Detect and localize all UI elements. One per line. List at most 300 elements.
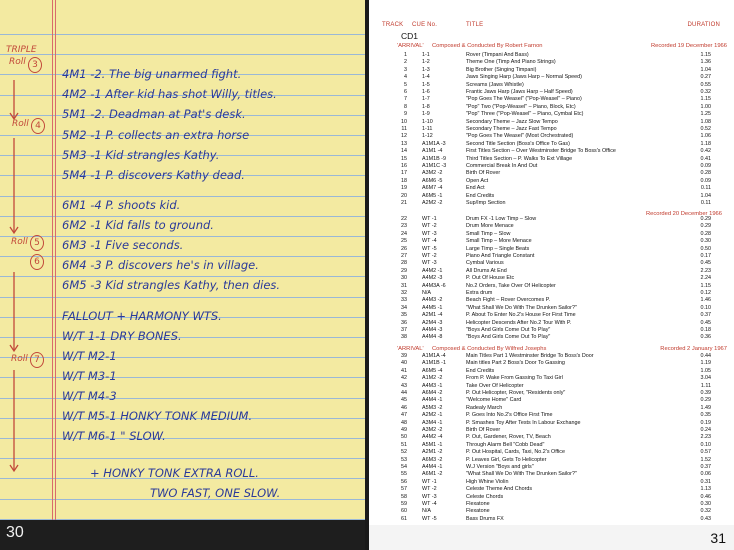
track-duration: 0.27 (700, 74, 711, 81)
cue-number: A6M5 -4 (422, 367, 443, 374)
cue-number: WT -2 (422, 486, 437, 493)
track-title: Celeste Chords (466, 493, 504, 500)
section-credit: Composed & Conducted By Wilfred Josephs (432, 346, 547, 352)
track-number: 47 (401, 412, 407, 419)
track-number: 12 (401, 133, 407, 140)
section-label: 'ARRIVAL' (397, 43, 424, 49)
track-duration: 0.35 (700, 412, 711, 419)
track-duration: 1.15 (700, 96, 711, 103)
cue-number: N/A (422, 290, 431, 296)
track-duration: 0.28 (700, 230, 711, 237)
track-row (369, 216, 734, 222)
cue-number: 1-4 (422, 74, 430, 81)
track-duration: 0.32 (700, 508, 711, 515)
track-title: Commercial Break In And Out (466, 163, 538, 169)
track-row (369, 479, 734, 485)
note-line: 5M3 -1 Kid strangles Kathy. (62, 148, 220, 162)
cue-number: A4M4 -1 (422, 397, 443, 404)
cue-number: A2M2 -1 (422, 412, 443, 419)
track-title: Cymbal Various (466, 260, 504, 267)
track-title: P. Out Of House Etc (466, 275, 515, 282)
track-duration: 0.44 (700, 353, 711, 359)
track-number: 41 (401, 367, 407, 374)
cue-number: A6M5 -1 (422, 192, 443, 199)
track-row (369, 360, 734, 366)
track-number: 51 (401, 441, 407, 448)
track-row (369, 516, 734, 522)
track-number: 3 (404, 66, 407, 73)
track-row (369, 74, 734, 80)
track-duration: 0.28 (700, 170, 711, 177)
track-duration: 0.37 (700, 464, 711, 470)
track-title: P. Out, Gardener, Rover, TV, Beach (466, 434, 551, 441)
cue-number: 1-12 (422, 133, 433, 140)
cue-number: A2M2 -2 (422, 200, 443, 206)
track-number: 30 (401, 275, 407, 282)
track-row (369, 383, 734, 389)
cue-number: WT -2 (422, 223, 437, 230)
track-title: Theme One (Timp And Piano Strings) (466, 59, 556, 66)
cue-number: A4M4 -3 (422, 327, 443, 333)
cue-number: 1-6 (422, 89, 430, 95)
track-row (369, 163, 734, 169)
track-row (369, 290, 734, 296)
track-duration: 0.29 (700, 223, 711, 230)
track-row (369, 464, 734, 470)
track-row (369, 119, 734, 125)
reel3-number: 3 (28, 57, 42, 73)
left-page-footer (0, 520, 365, 550)
track-title: High Whine Violin (466, 478, 509, 485)
track-number: 31 (401, 282, 407, 289)
cue-number: A1M1B -9 (422, 155, 446, 162)
cue-number: A2M1 -4 (422, 312, 443, 319)
track-number: 53 (401, 456, 407, 463)
track-row (369, 193, 734, 199)
track-row (369, 89, 734, 95)
track-row (369, 246, 734, 252)
cue-number: A4M2 -1 (422, 267, 443, 274)
track-number: 11 (401, 126, 407, 132)
track-row (369, 434, 734, 440)
track-duration: 0.42 (700, 148, 711, 155)
track-row (369, 231, 734, 237)
track-title: P. Leaves Girl, Gets To Helicopter (466, 456, 547, 463)
track-title: Rover (Timpani And Bass) (466, 52, 529, 58)
cue-number: WT -2 (422, 253, 437, 259)
note-line: 5M1 -2. Deadman at Pat's desk. (62, 107, 246, 121)
cue-number: WT -5 (422, 245, 437, 252)
cue-number: A6M6 -5 (422, 177, 443, 184)
track-duration: 1.15 (700, 282, 711, 289)
track-title: Small Timp – More Menace (466, 238, 532, 245)
note-line: 6M4 -3 P. discovers he's in village. (62, 258, 259, 272)
cue-number: 1-5 (422, 81, 430, 88)
note-line: TWO FAST, ONE SLOW. (150, 486, 281, 500)
cue-number: A1M1B -1 (422, 360, 446, 367)
cue-number: 1-10 (422, 118, 433, 125)
track-duration: 0.43 (700, 515, 711, 522)
track-row (369, 449, 734, 455)
track-number: 35 (401, 312, 407, 319)
header-title: TITLE (466, 22, 484, 28)
track-title: Main titles Part 2 Boss's Door To Gassing (466, 360, 565, 367)
track-duration: 0.29 (700, 216, 711, 222)
track-title: W.J Version "Boys and girls" (466, 464, 534, 470)
track-duration: 0.57 (700, 449, 711, 456)
track-duration: 0.09 (700, 163, 711, 169)
track-row (369, 457, 734, 463)
track-title: "Pop Goes The Weasel" ("Pop-Weasel" – Piano) (466, 96, 582, 103)
track-number: 34 (401, 304, 407, 311)
track-title: "Boys And Girls Come Out To Play" (466, 334, 551, 341)
track-title: Take Over Of Helicopter (466, 382, 524, 389)
track-duration: 1.05 (700, 367, 711, 374)
cue-number: A6M7 -4 (422, 185, 443, 192)
page-number: 30 (6, 524, 24, 541)
track-number: 32 (401, 290, 407, 296)
track-number: 42 (401, 375, 407, 382)
track-row (369, 397, 734, 403)
reel7-number: 7 (30, 352, 44, 368)
track-title: Drum FX -1 Low Timp – Slow (466, 216, 537, 222)
track-row (369, 178, 734, 184)
track-duration: 0.50 (700, 245, 711, 252)
track-duration: 0.37 (700, 312, 711, 319)
track-duration: 0.18 (700, 327, 711, 333)
track-title: "Pop" Three ("Pop-Weasel" – Piano, Cymbal Etc) (466, 111, 584, 118)
cue-number: A4M4 -1 (422, 464, 443, 470)
track-number: 27 (401, 253, 407, 259)
track-row (369, 52, 734, 58)
track-duration: 1.13 (700, 486, 711, 493)
track-title: "What Shall We Do With The Drunken Sailor?" (466, 304, 577, 311)
track-duration: 1.08 (700, 118, 711, 125)
track-title: End Credits (466, 192, 495, 199)
cue-number: A3M4 -1 (422, 419, 443, 426)
track-row (369, 334, 734, 340)
track-duration: 1.04 (700, 66, 711, 73)
cue-number: A1M2 -2 (422, 375, 443, 382)
cue-number: A1M1A -3 (422, 140, 446, 147)
right-page-footer (369, 525, 734, 550)
cue-number: WT -5 (422, 515, 437, 522)
track-title: Bass Drums FX (466, 515, 504, 522)
track-duration: 1.52 (700, 456, 711, 463)
track-title: Secondary Theme – Jazz Slow Tempo (466, 118, 558, 125)
track-duration: 1.25 (700, 111, 711, 118)
track-title: Celeste Theme And Chords (466, 486, 533, 493)
cue-number: A3M2 -2 (422, 170, 443, 177)
track-duration: 0.30 (700, 238, 711, 245)
note-line: 6M2 -1 Kid falls to ground. (62, 218, 214, 232)
track-duration: 0.09 (700, 177, 711, 184)
track-row (369, 320, 734, 326)
track-number: 1 (404, 52, 407, 58)
cue-number: 1-7 (422, 96, 430, 103)
track-row (369, 185, 734, 191)
track-duration: 0.10 (700, 304, 711, 311)
cue-number: WT -4 (422, 238, 437, 245)
cue-number: A5M1 -1 (422, 441, 443, 448)
track-duration: 0.11 (700, 200, 711, 206)
note-line: W/T M3-1 (62, 369, 117, 383)
track-title: P. Goes Into No.2's Office First Time (466, 412, 553, 419)
track-number: 17 (401, 170, 407, 177)
track-row (369, 141, 734, 147)
track-row (369, 420, 734, 426)
note-line: 4M1 -2. The big unarmed fight. (62, 67, 242, 81)
cue-number: WT -4 (422, 501, 437, 507)
reel4-number: 4 (31, 118, 45, 134)
track-row (369, 412, 734, 418)
cue-number: A4M4 -8 (422, 334, 443, 341)
cue-number: A4M3A -6 (422, 282, 446, 289)
cue-number: A6M1 -2 (422, 471, 443, 478)
track-title: End Credits (466, 367, 495, 374)
track-row (369, 390, 734, 396)
track-title: "Pop" Two ("Pop-Weasel" – Piano, Block, Etc) (466, 103, 576, 110)
track-row (369, 126, 734, 132)
track-number: 19 (401, 185, 407, 192)
track-number: 21 (401, 200, 407, 206)
track-row (369, 223, 734, 229)
track-number: 16 (401, 163, 407, 169)
track-number: 49 (401, 427, 407, 433)
track-title: Frantic Jaws Harp (Jaws Harp – Half Speed) (466, 89, 573, 95)
track-number: 39 (401, 353, 407, 359)
track-number: 26 (401, 245, 407, 252)
track-number: 60 (401, 508, 407, 515)
cue-number: 1-8 (422, 103, 430, 110)
section-date: Recorded 2 January 1967 (660, 346, 727, 352)
track-number: 46 (401, 404, 407, 411)
cue-number: A6M3 -2 (422, 456, 443, 463)
track-duration: 1.04 (700, 192, 711, 199)
track-duration: 1.46 (700, 297, 711, 304)
note-line: W/T M5-1 HONKY TONK MEDIUM. (62, 409, 253, 423)
track-duration: 1.36 (700, 59, 711, 66)
track-row (369, 327, 734, 333)
track-title: All Drums At End (466, 267, 507, 274)
track-number: 37 (401, 327, 407, 333)
reel4-label: Roll (12, 119, 29, 129)
cue-number: A1M1 -4 (422, 148, 443, 155)
track-title: Birth Of Rover (466, 170, 501, 177)
reel5-number: 5 (30, 235, 44, 251)
track-title: No.2 Orders, Take Over Of Helicopter (466, 282, 556, 289)
track-title: Small Timp – Slow (466, 230, 511, 237)
section-date: Recorded 20 December 1966 (645, 211, 722, 217)
track-duration: 0.39 (700, 390, 711, 396)
track-title: "Boys And Girls Come Out To Play" (466, 327, 551, 333)
cue-number: A4M3 -1 (422, 382, 443, 389)
track-row (369, 501, 734, 507)
track-title: Birth Of Rover (466, 427, 501, 433)
track-number: 15 (401, 155, 407, 162)
track-row (369, 253, 734, 259)
track-number: 13 (401, 140, 407, 147)
track-title: Drum More Menace (466, 223, 514, 230)
track-title: Open Act (466, 177, 489, 184)
track-duration: 1.00 (700, 103, 711, 110)
track-number: 24 (401, 230, 407, 237)
cue-number: A2M1 -2 (422, 449, 443, 456)
cue-number: A4M2 -3 (422, 275, 443, 282)
track-row (369, 133, 734, 139)
track-number: 9 (404, 111, 407, 118)
track-row (369, 442, 734, 448)
note-line: 6M3 -1 Five seconds. (62, 238, 184, 252)
note-line: W/T M2-1 (62, 349, 117, 363)
cue-number: 1-3 (422, 66, 430, 73)
track-row (369, 353, 734, 359)
track-number: 57 (401, 486, 407, 493)
header-track: TRACK (382, 22, 404, 28)
track-row (369, 96, 734, 102)
track-title: Second Title Section (Boss's Office To Gas) (466, 140, 570, 147)
track-number: 54 (401, 464, 407, 470)
cue-number: A2M4 -3 (422, 319, 443, 326)
track-duration: 0.17 (700, 253, 711, 259)
track-row (369, 170, 734, 176)
track-number: 14 (401, 148, 407, 155)
track-row (369, 305, 734, 311)
track-title: End Act (466, 185, 485, 192)
track-title: Radealy March (466, 404, 503, 411)
track-row (369, 67, 734, 73)
track-duration: 0.36 (700, 334, 711, 341)
track-duration: 0.52 (700, 126, 711, 132)
track-duration: 0.19 (700, 419, 711, 426)
cue-number: 1-9 (422, 111, 430, 118)
track-number: 59 (401, 501, 407, 507)
track-number: 50 (401, 434, 407, 441)
track-title: From P. Wake From Gassing To Taxi Girl (466, 375, 563, 382)
track-duration: 0.12 (700, 290, 711, 296)
track-title: Jaws Singing Harp (Jaws Harp – Normal Speed) (466, 74, 582, 81)
cue-number: A4M3 -2 (422, 297, 443, 304)
track-number: 8 (404, 103, 407, 110)
reel3-note-top: TRIPLE (6, 45, 37, 55)
section-label: 'ARRIVAL' (397, 346, 424, 352)
track-number: 23 (401, 223, 407, 230)
track-number: 44 (401, 390, 407, 396)
note-line: W/T M4-3 (62, 389, 117, 403)
track-duration: 2.23 (700, 267, 711, 274)
cue-number: WT -3 (422, 260, 437, 267)
track-duration: 1.18 (700, 140, 711, 147)
track-duration: 0.06 (700, 471, 711, 478)
track-row (369, 375, 734, 381)
cd-label: CD1 (401, 31, 419, 41)
track-number: 40 (401, 360, 407, 367)
track-number: 10 (401, 118, 407, 125)
track-title: Sup/Imp Section (466, 200, 506, 206)
track-duration: 1.11 (700, 382, 711, 389)
track-row (369, 312, 734, 318)
track-duration: 1.06 (700, 133, 711, 140)
track-number: 6 (404, 89, 407, 95)
note-line: 5M2 -1 P. collects an extra horse (62, 128, 250, 142)
track-title: P. Smashes Toy After Tests In Labour Exchange (466, 419, 581, 426)
track-row (369, 297, 734, 303)
track-row (369, 283, 734, 289)
track-number: 18 (401, 177, 407, 184)
track-duration: 0.45 (700, 319, 711, 326)
track-row (369, 104, 734, 110)
cue-number: A3M2 -2 (422, 427, 443, 433)
track-title: First Titles Section – Over Westminster Bridge To Boss's Office (466, 148, 616, 155)
track-number: 28 (401, 260, 407, 267)
track-title: Screams (Jaws Whistle) (466, 81, 524, 88)
track-title: Third Titles Section – P. Walks To Ext Village (466, 155, 573, 162)
track-duration: 0.45 (700, 260, 711, 267)
track-title: Helicopter Descends After No.2 Tour With P. (466, 319, 572, 326)
track-row (369, 486, 734, 492)
right-page-track-listing (369, 0, 734, 550)
track-number: 33 (401, 297, 407, 304)
track-duration: 1.19 (700, 360, 711, 367)
track-row (369, 368, 734, 374)
note-line: 6M1 -4 P. shoots kid. (62, 198, 181, 212)
note-line: 4M2 -1 After kid has shot Willy, titles. (62, 87, 277, 101)
track-duration: 0.46 (700, 493, 711, 500)
track-title: P. Out Hospital, Cards, Taxi, No.2's Office (466, 449, 566, 456)
track-title: Main Titles Part 1 Westminster Bridge To Boss's Door (466, 353, 594, 359)
note-line: + HONKY TONK EXTRA ROLL. (90, 466, 259, 480)
header-cue: CUE No. (412, 22, 438, 28)
track-duration: 0.41 (700, 155, 711, 162)
track-title: P. About To Enter No.2's House For First Time (466, 312, 576, 319)
note-line: W/T M6-1 " SLOW. (62, 429, 166, 443)
track-number: 7 (404, 96, 407, 103)
track-title: Large Timp – Single Beats (466, 245, 530, 252)
track-title: Through Alarm Bell "Cobb Dead" (466, 441, 545, 448)
track-number: 36 (401, 319, 407, 326)
track-duration: 0.29 (700, 397, 711, 404)
section-credit: Composed & Conducted By Robert Farnon (432, 43, 543, 49)
track-row (369, 471, 734, 477)
track-row (369, 59, 734, 65)
track-title: "Welcome Home" Card (466, 397, 522, 404)
track-duration: 1.49 (700, 404, 711, 411)
track-duration: 0.24 (700, 427, 711, 433)
track-duration: 0.31 (700, 478, 711, 485)
track-duration: 2.23 (700, 434, 711, 441)
track-number: 43 (401, 382, 407, 389)
track-duration: 3.04 (700, 375, 711, 382)
cue-number: N/A (422, 508, 431, 515)
cue-number: A1M1C -3 (422, 163, 447, 169)
note-line: FALLOUT + HARMONY WTS. (62, 309, 222, 323)
track-number: 4 (404, 74, 407, 81)
track-row (369, 275, 734, 281)
left-page-notepad (0, 0, 365, 550)
track-row (369, 82, 734, 88)
track-title: Big Brother (Singing Timpani) (466, 66, 537, 73)
cue-number: WT -1 (422, 478, 437, 485)
cue-number: A6M4 -2 (422, 390, 443, 396)
track-duration: 0.55 (700, 81, 711, 88)
track-number: 56 (401, 478, 407, 485)
cue-number: A4M5 -1 (422, 304, 443, 311)
track-title: Secondary Theme – Jazz Fast Tempo (466, 126, 557, 132)
note-line: W/T 1-1 DRY BONES. (62, 329, 182, 343)
cue-number: WT -1 (422, 216, 437, 222)
track-number: 2 (404, 59, 407, 66)
track-number: 25 (401, 238, 407, 245)
